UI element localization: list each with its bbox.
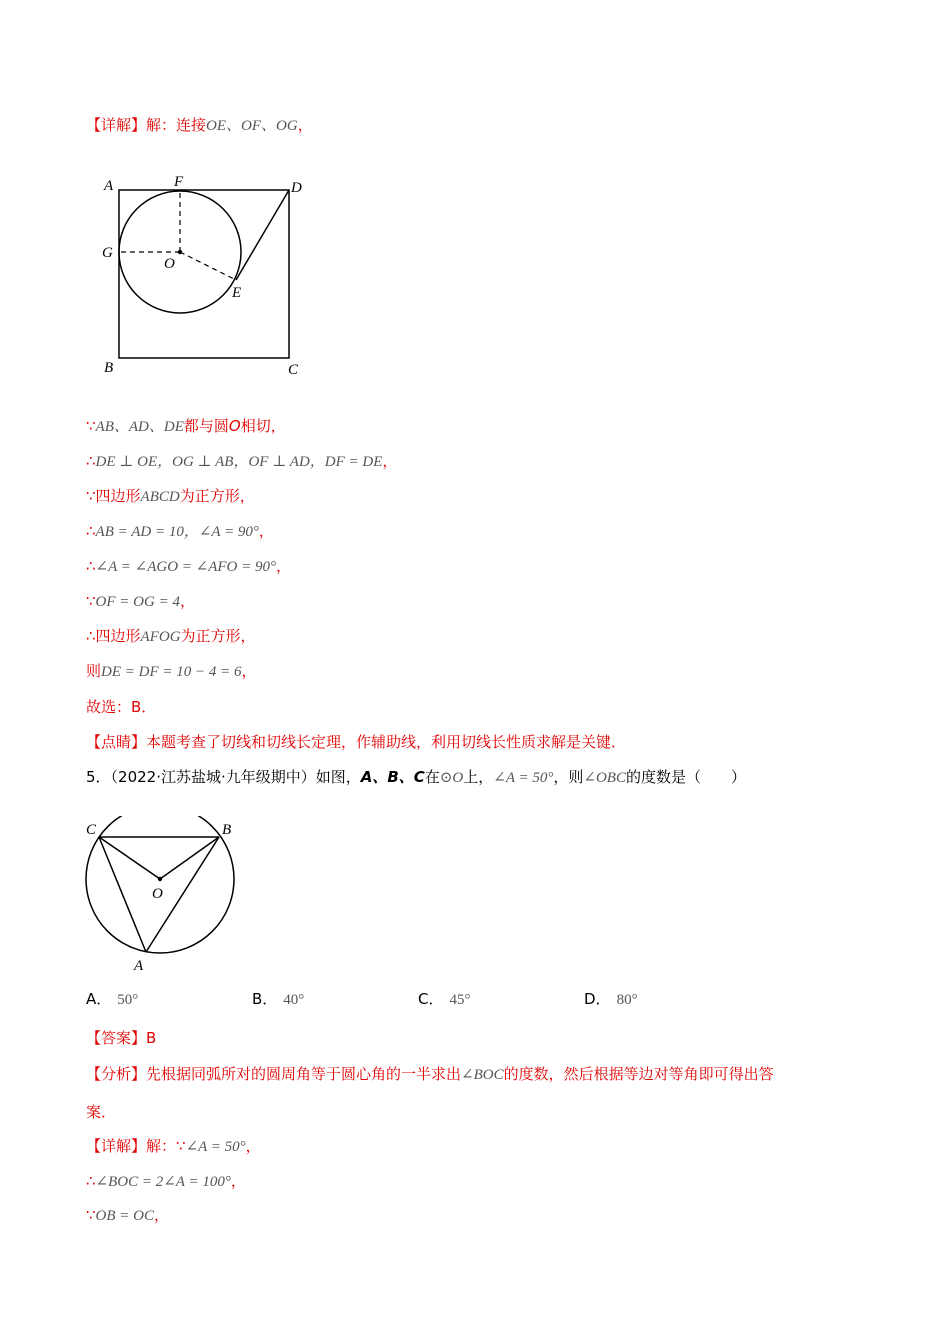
label-d: D	[291, 180, 302, 196]
step-math: OF = OG = 4	[95, 594, 180, 610]
step-text: 为正方形，	[180, 627, 256, 645]
step2-line	[86, 1170, 246, 1193]
step2-pre: ∵	[86, 1206, 96, 1224]
step-math: ∠A = ∠AGO = ∠AFO = 90°	[95, 559, 276, 575]
analysis-text1: 先根据同弧所对的圆周角等于圆心角的一半求出	[146, 1065, 462, 1083]
label-b: B	[104, 360, 114, 376]
question-5	[86, 766, 746, 789]
step-line	[86, 485, 255, 508]
label-f: F	[174, 174, 184, 190]
step-text: 为正方形，	[179, 487, 255, 505]
step-text: ，	[179, 592, 195, 610]
comment-text: 本题考查了切线和切线长定理，作辅助线，利用切线长性质求解是关键．	[146, 733, 627, 751]
analysis-text2: 的度数，然后根据等边对等角即可得出答	[503, 1065, 774, 1083]
option-label: C．	[418, 990, 444, 1008]
label-c: C	[86, 822, 97, 838]
segment-bo	[160, 837, 219, 879]
label-e: E	[232, 285, 242, 301]
q5-then: ，则	[553, 768, 584, 786]
q5-source: （2022·江苏盐城·九年级期中）如图，	[110, 768, 361, 786]
step-pre: ∵四边形	[86, 487, 141, 505]
analysis-math: ∠BOC	[461, 1067, 504, 1083]
comment-tag: 【点睛】	[86, 733, 147, 751]
step2-math: OB = OC	[95, 1208, 155, 1224]
step-text: ，	[276, 557, 292, 575]
detail2-tag: 【详解】	[86, 1137, 147, 1155]
step2-text: ，	[154, 1206, 170, 1224]
square-abcd	[119, 190, 289, 358]
option-label: A．	[86, 990, 112, 1008]
conclusion: 故选：B．	[86, 698, 157, 716]
detail-end: ，	[297, 116, 313, 134]
figure-square-circle	[98, 172, 318, 382]
analysis-tag: 【分析】	[86, 1065, 147, 1083]
detail-math: OE、OF、OG	[206, 118, 298, 134]
step-text: ，	[241, 662, 257, 680]
segment-de	[236, 190, 289, 280]
label-g: G	[102, 245, 113, 261]
option-label: B．	[252, 990, 278, 1008]
step-pre: ∵	[86, 592, 96, 610]
detail-tag: 【详解】	[86, 116, 147, 134]
center-dot	[178, 250, 182, 254]
step-line	[86, 590, 195, 613]
q5-circle: ⊙O	[439, 770, 464, 786]
step-math: DE = DF = 10 − 4 = 6	[101, 664, 242, 680]
label-c: C	[288, 362, 299, 378]
step-line	[86, 625, 256, 648]
step-line	[86, 450, 397, 473]
q5-points: A、B、C	[360, 768, 425, 786]
label-a: A	[134, 958, 144, 974]
answer-value: B	[146, 1029, 157, 1047]
step-o: O	[228, 417, 241, 435]
option-b[interactable]	[252, 988, 304, 1009]
step-pre: 则	[86, 662, 102, 680]
step-line	[86, 555, 291, 578]
q5-tail: 的度数是（ ）	[625, 768, 746, 786]
q5-num: 5．	[86, 768, 111, 786]
analysis-cont: 案．	[86, 1103, 117, 1121]
answer-tag: 【答案】	[86, 1029, 147, 1047]
step-math: AFOG	[140, 629, 181, 645]
option-d[interactable]	[584, 988, 638, 1009]
analysis-line	[86, 1063, 774, 1086]
step-pre: ∴	[86, 557, 96, 575]
label-o: O	[152, 886, 163, 902]
option-a[interactable]	[86, 988, 138, 1009]
step-text: 都与圆	[183, 417, 229, 435]
step-math: ABCD	[140, 489, 180, 505]
step-line	[86, 520, 274, 543]
q5-on: 在	[424, 768, 440, 786]
detail2-line	[86, 1135, 261, 1158]
step-math: AB = AD = 10，∠A = 90°	[95, 524, 259, 540]
step-pre: ∵	[86, 417, 96, 435]
center-dot	[158, 877, 162, 881]
q5-given: ∠A = 50°	[493, 770, 554, 786]
answer-line	[86, 1027, 156, 1049]
step-math: DE ⊥ OE，OG ⊥ AB，OF ⊥ AD，DF = DE	[95, 454, 383, 470]
q5-ask: ∠OBC	[583, 770, 626, 786]
step-line	[86, 415, 286, 438]
comment-line	[86, 731, 626, 753]
step-text: ，	[258, 522, 274, 540]
step2-text: ，	[230, 1172, 246, 1190]
label-b: B	[222, 822, 232, 838]
option-c[interactable]	[418, 988, 470, 1009]
q5-after: 上，	[463, 768, 494, 786]
step-line	[86, 660, 257, 683]
step-pre: ∴	[86, 452, 96, 470]
option-value: 80°	[616, 992, 638, 1008]
label-o: O	[164, 256, 175, 272]
step2-line	[86, 1204, 169, 1227]
figure-circle-triangle	[84, 816, 254, 976]
option-value: 50°	[117, 992, 139, 1008]
step2-math: ∠BOC = 2∠A = 100°	[95, 1174, 231, 1190]
detail-line	[86, 114, 313, 137]
step-pre: ∴	[86, 522, 96, 540]
segment-oe	[180, 252, 236, 280]
segment-ca	[99, 837, 146, 952]
step-math: AB、AD、DE	[95, 419, 184, 435]
label-a: A	[104, 178, 114, 194]
detail2-end: ，	[245, 1137, 261, 1155]
detail2-math: ∠A = 50°	[185, 1139, 246, 1155]
option-value: 40°	[283, 992, 305, 1008]
step-text2: 相切，	[240, 417, 286, 435]
step-pre: ∴四边形	[86, 627, 141, 645]
option-label: D．	[584, 990, 611, 1008]
detail-text: 解：连接	[146, 116, 207, 134]
detail2-text: 解：∵	[146, 1137, 186, 1155]
step2-pre: ∴	[86, 1172, 96, 1190]
option-value: 45°	[449, 992, 471, 1008]
step-text: ，	[382, 452, 398, 470]
